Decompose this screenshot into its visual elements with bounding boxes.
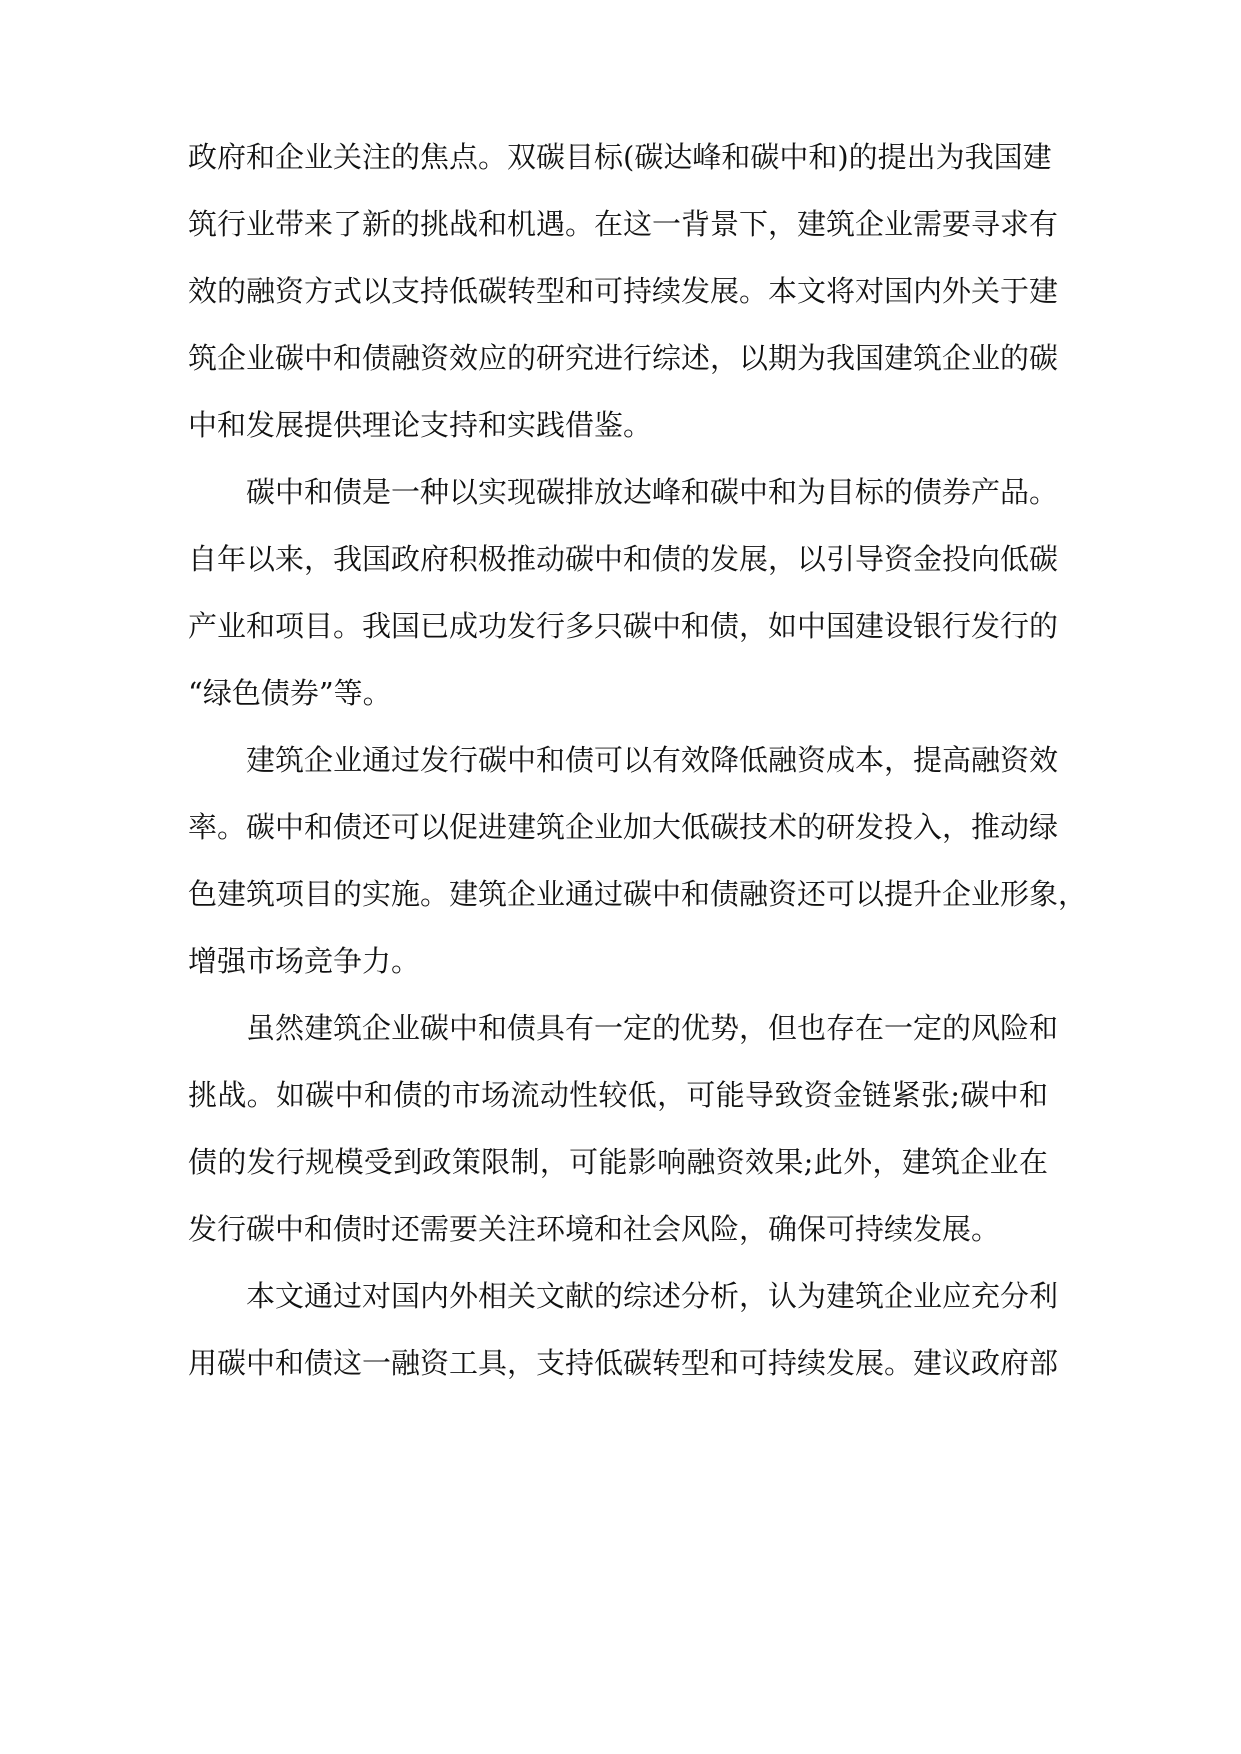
text-line [0, 1333, 1241, 1393]
text-line [0, 328, 1241, 388]
text-line-content: 增强市场竞争力。 [188, 944, 421, 978]
text-line [0, 797, 1241, 857]
text-line-content: 建筑企业通过发行碳中和债可以有效降低融资成本，提高融资效 [246, 743, 1059, 777]
text-line [0, 596, 1241, 656]
text-line [0, 529, 1241, 589]
text-line [0, 1065, 1241, 1125]
text-line-content: 发行碳中和债时还需要关注环境和社会风险，确保可持续发展。 [188, 1212, 1001, 1246]
text-line [0, 730, 1241, 790]
text-line [0, 1266, 1241, 1326]
text-line-content: 中和发展提供理论支持和实践借鉴。 [188, 408, 653, 442]
text-line-content: 筑企业碳中和债融资效应的研究进行综述，以期为我国建筑企业的碳 [188, 341, 1059, 375]
text-line [0, 1132, 1241, 1192]
text-line-content: 本文通过对国内外相关文献的综述分析，认为建筑企业应充分利 [246, 1279, 1059, 1313]
text-line-content: 效的融资方式以支持低碳转型和可持续发展。本文将对国内外关于建 [188, 274, 1059, 308]
text-line [0, 663, 1241, 723]
text-line-content: 用碳中和债这一融资工具，支持低碳转型和可持续发展。建议政府部 [188, 1346, 1059, 1380]
text-line-content: 碳中和债是一种以实现碳排放达峰和碳中和为目标的债券产品。 [246, 475, 1059, 509]
text-line-content: 产业和项目。我国已成功发行多只碳中和债，如中国建设银行发行的 [188, 609, 1059, 643]
text-line-content: 债的发行规模受到政策限制，可能影响融资效果;此外，建筑企业在 [188, 1145, 1048, 1179]
text-line [0, 864, 1241, 924]
text-line-content: 政府和企业关注的焦点。双碳目标(碳达峰和碳中和)的提出为我国建 [188, 140, 1052, 174]
text-line [0, 931, 1241, 991]
text-line-content: 色建筑项目的实施。建筑企业通过碳中和债融资还可以提升企业形象， [188, 877, 1088, 911]
text-line [0, 462, 1241, 522]
text-line-content: 虽然建筑企业碳中和债具有一定的优势，但也存在一定的风险和 [246, 1011, 1059, 1045]
text-line-content: 率。碳中和债还可以促进建筑企业加大低碳技术的研发投入，推动绿 [188, 810, 1059, 844]
text-line-content: “绿色债券”等。 [188, 676, 392, 710]
text-line [0, 395, 1241, 455]
text-line [0, 998, 1241, 1058]
text-line [0, 261, 1241, 321]
text-line [0, 1199, 1241, 1259]
text-line-content: 自年以来，我国政府积极推动碳中和债的发展，以引导资金投向低碳 [188, 542, 1059, 576]
text-line [0, 194, 1241, 254]
text-line [0, 127, 1241, 187]
text-line-content: 筑行业带来了新的挑战和机遇。在这一背景下，建筑企业需要寻求有 [188, 207, 1059, 241]
text-line-content: 挑战。如碳中和债的市场流动性较低，可能导致资金链紧张;碳中和 [188, 1078, 1048, 1112]
